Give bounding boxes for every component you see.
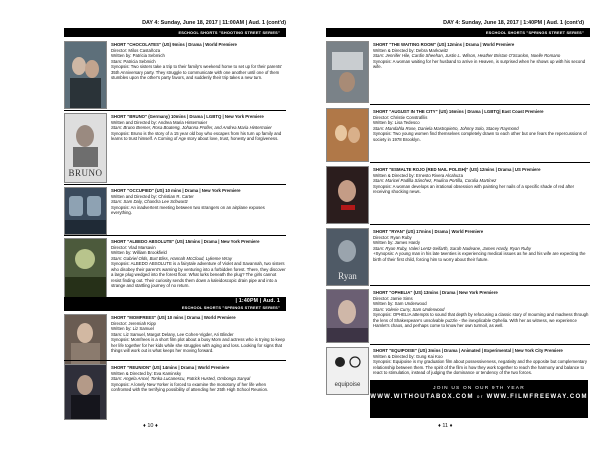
film-poster [326, 289, 369, 343]
film-entry [64, 113, 286, 181]
divider [64, 360, 286, 361]
film-credit: Director: Milos Castañoza [111, 47, 161, 53]
film-details [373, 229, 590, 262]
film-poster [64, 113, 107, 183]
film-stars: Stars: Bruno Bremer, Rosa Boateng, Johanna Profler, and Andrea Maria Hintermaier [111, 125, 272, 130]
divider [370, 344, 590, 345]
divider [370, 162, 590, 163]
film-title: SHORT "BRUNO" (Germany) 10mins | Drama | LGBTQ | New York Premiere [111, 114, 264, 119]
film-title: SHORT "ALBEDO ABSOLUTE" (US) 15mins | Drama | New York Premiere [111, 239, 260, 244]
film-stars: Stars: Liz Samuel, Margot Delany, Lee Cohen-Vigder, Ari Blinder [111, 331, 234, 337]
film-title: SHORT "CHOCOLATES" (US) 9mins | Drama | World Premiere [111, 42, 237, 47]
film-entry [326, 108, 590, 160]
film-poster [326, 166, 369, 224]
film-details [373, 167, 590, 195]
film-title: SHORT "REUNION" (US) 14mins | Drama | World Premiere [111, 365, 230, 370]
film-poster [64, 238, 107, 298]
divider [64, 110, 286, 111]
film-stars: Stars: Angela Ancel, Tonka Lucanescu, Patrick Husted, Ombonga Sanyal [111, 376, 251, 381]
film-poster [64, 187, 107, 235]
film-stars: Stars: Maricel Padilla Sánchez, Paulina Portilla, Coralia Martínez [373, 178, 497, 183]
withoutabox-link[interactable]: WWW.WITHOUTABOX.COM [370, 394, 474, 400]
film-title: SHORT "OCCUPIED" (US) 10 mins | Drama | New York Premiere [111, 188, 241, 193]
divider [370, 285, 590, 286]
film-details [373, 42, 590, 70]
day-header: DAY 4: Sunday, June 18, 2017 | 1:40PM | Aud. 1 (cont'd) [443, 20, 584, 26]
poster-title-text: BRUNO [68, 168, 103, 178]
film-entry [326, 289, 590, 341]
film-title: SHORT "AUGUST IN THE CITY" (US) 16mins | Drama | LGBTQ| East Coast Premiere [373, 109, 544, 114]
submission-banner [370, 380, 588, 418]
film-stars: Stars: Jennifer Hile, Cardin Sheehan, Justin L. Wilson, Heather Bristan O'Scanlon, Noelle Romano [373, 53, 561, 58]
film-synopsis: Synopsis: Two young women find themselves completely drawn to each other but one fears the repercussions of society in 1978 Brooklyn. [373, 131, 587, 142]
time-block-bar [64, 297, 286, 311]
film-poster [326, 228, 369, 286]
film-credit: Written by: James Hardy [373, 240, 420, 245]
day-header: DAY 4: Sunday, June 18, 2017 | 11:00AM | Aud. 1 (cont'd) [142, 20, 286, 26]
film-details [373, 290, 590, 329]
divider [370, 104, 590, 105]
film-synopsis: Synopsis: An inadvertent meeting between two strangers on an airplane exposes everything. [111, 204, 265, 215]
divider [64, 235, 286, 236]
film-credit: Written and Directed by: Andrea Maria Hintermaier [111, 119, 208, 125]
film-synopsis: Synopsis: OPHELIA attempts to sound that depth by refocusing a classic story of mourning and madness through the lens of Shakespeare's unsolvable puzzle - the inexplicable Ophelia. With her as witness, we experience Hamlet's chaos, and perhaps come to know her own turmoil, as well. [373, 312, 589, 328]
film-details [111, 315, 286, 354]
banner-or: or [476, 395, 484, 400]
film-stars: Stars: Sam Daly, Chandra Lee Schwartz [111, 199, 188, 204]
film-synopsis: Synopsis: A woman waiting for her husband to arrive in Heaven, is surprised when he shows up with his second wife. [373, 58, 586, 69]
page-number: ♦ 10 ♦ [143, 423, 158, 429]
film-credit: Written and Directed by: Christian R. Carter [111, 193, 194, 199]
film-details [111, 114, 286, 142]
film-credit: Written & Directed by: Ernesto Rivera Alcahuza [373, 172, 463, 178]
film-title: SHORT "MOMFREES" (US) 10 mins | Drama | World Premiere [111, 315, 236, 320]
page-number: ♦ 11 ♦ [438, 423, 453, 429]
banner-tagline: JOIN US ON OUR 9TH YEAR [433, 386, 525, 391]
film-entry [326, 228, 590, 284]
divider [64, 184, 286, 185]
film-synopsis: Synopsis: ALBEDO ABSOLUTE is a fairytale adventure of Violet and Savannah, two sisters who disobey their parent's warning by venturing into a forbidden forest. There, they discover a large plug wedged into the forest floor. What lurks beneath the plug? The girls cannot resist finding out. Their curiosity sends them down a kaleidoscopic drain pipe and into a strange and startling journey of no return. [111, 261, 286, 288]
film-entry [64, 238, 286, 296]
film-credit: Director: Jeremiah Kipp [111, 320, 156, 326]
series-bar: ESCHOOL SHORTS "SHOOTING STREET SERIES" [64, 28, 286, 37]
film-poster [326, 108, 369, 162]
film-stars: Stars: Ryan Ruby, Valeri Lentz-Seifarth, Sarah Nadeane, James Hardy, Ryan Ruby [373, 245, 532, 251]
film-stars: Stars: Mandahla Rose, Daniela Mastropietro, Johnny Solo, Stacey Raymond [373, 125, 519, 131]
film-credit: Written & Directed by: Eva Kaminsky [111, 370, 182, 376]
film-credit: Written by: Sam Underwood [373, 301, 427, 306]
film-details [111, 365, 286, 393]
film-credit: Written by: William Brookfield [111, 250, 167, 255]
time-block-label: | 1:40PM | Aud. 1 [235, 298, 280, 304]
film-credit: Written by: Liz Samuel [111, 326, 154, 331]
filmfreeway-link[interactable]: WWW.FILMFREEWAY.COM [486, 394, 588, 400]
divider [370, 224, 590, 225]
film-synopsis: Synopsis: Momfrees is a short film plot about a busy Mom and actress who is trying to keep her life together for her kids while she struggles with aging and loss. Looking for signs that things will work out is what keeps her moving forward. [111, 337, 285, 353]
film-credit: Director: Vlad Marsavin [111, 244, 156, 250]
film-stars: Stars: Gabriel Olds, Burt Bliss, Hannah McCloud, Lykeme Wray [111, 255, 232, 261]
film-entry [326, 166, 590, 222]
film-details [111, 188, 286, 216]
film-synopsis: Synopsis: A woman develops an irrational obsession with painting her nails of a specific shade of red after receiving shocking news. [373, 183, 575, 194]
series-bar: ESCHOOL SHORTS "SPRINGS STREET SERIES" [326, 28, 590, 37]
film-entry [326, 347, 590, 388]
film-synopsis: Synopsis: Equipoise is my graduation film about possessiveness, negativity and the opposite but complementary relationship between them. The spirit of the film is how they work together to reach the harmony and balance to react to stimulation, instead of judging the dominance or tendency of the two forces. [373, 359, 588, 375]
film-credit: Written & Directed by: Gung Kai Koo [373, 353, 443, 359]
film-poster [326, 41, 369, 103]
film-poster [326, 347, 369, 395]
film-poster [64, 41, 107, 109]
film-title: SHORT "OPHELIA" (US) 13mins | Drama | New York Premiere [373, 290, 498, 295]
film-credit: Director: Jamie Sims [373, 295, 413, 301]
film-title: SHORT "EQUIPOISE" (US) 3mins | Drama | Animated | Experimental | New York City Premiere [373, 348, 563, 353]
film-poster [64, 364, 107, 420]
poster-title-text: equipoise [334, 382, 361, 388]
film-details [373, 109, 590, 142]
film-entry [64, 364, 286, 418]
film-details [111, 42, 286, 81]
poster-title-text: Ryan [338, 271, 357, 281]
film-synopsis: +Synopsis: A young man in his late twenties is experiencing medical issues as he and his wife are expecting the birth of their first child, forcing him to worry about their future. [373, 251, 586, 262]
film-title: SHORT "ESMALTE ROJO (RED NAIL POLISH)" (US) 12mins | Drama | US Premiere [373, 167, 541, 172]
series-label: ESCHOOL SHORTS "SPRINGS STREET SERIES" [181, 304, 280, 310]
film-credit: Stars: Patricia Sebmich [111, 58, 156, 64]
film-credit: Director: Christie Constrafilis [373, 114, 428, 120]
film-stars: Stars: Valerie Curry, Sam Underwood [373, 306, 445, 312]
film-synopsis: Synopsis: A lonely New Yorker is forced to examine the monotony of her life when confronted with the terrifying possibility of attending her 25th High School Reunion. [111, 381, 269, 392]
banner-urls [370, 394, 588, 400]
film-credit: Written by: Lisa Tedesco [373, 120, 420, 125]
film-credit: Written by: Patricia Sebmich [111, 53, 165, 58]
film-credit: Director: Ryan Ruby [373, 234, 412, 240]
film-credit: Written & Directed by: Debra Markowitz [373, 47, 449, 53]
film-entry [326, 41, 590, 101]
film-title: SHORT "RYAN" (US) 17mins | Drama | World Premiere [373, 229, 484, 234]
film-title: SHORT "THE WAITING ROOM" (US) 12mins | Drama | World Premiere [373, 42, 515, 47]
film-details [373, 348, 590, 376]
film-entry [64, 187, 286, 233]
film-synopsis: Synopsis: Bruno is the story of a 15 year old boy who escapes from his turn up family and learns to trust himself. A Coming of Age story about love, trust, honesty and forgiveness. [111, 130, 282, 141]
film-synopsis: Synopsis: Two sisters take a trip to their family's weekend home to set up for their parents' 35th Anniversary party. They struggle to communicate with one another until one of them stumbles upon the other's party favors, and suddenly their trip takes a new turn. [111, 64, 283, 80]
film-details [111, 239, 286, 289]
film-entry [64, 41, 286, 107]
